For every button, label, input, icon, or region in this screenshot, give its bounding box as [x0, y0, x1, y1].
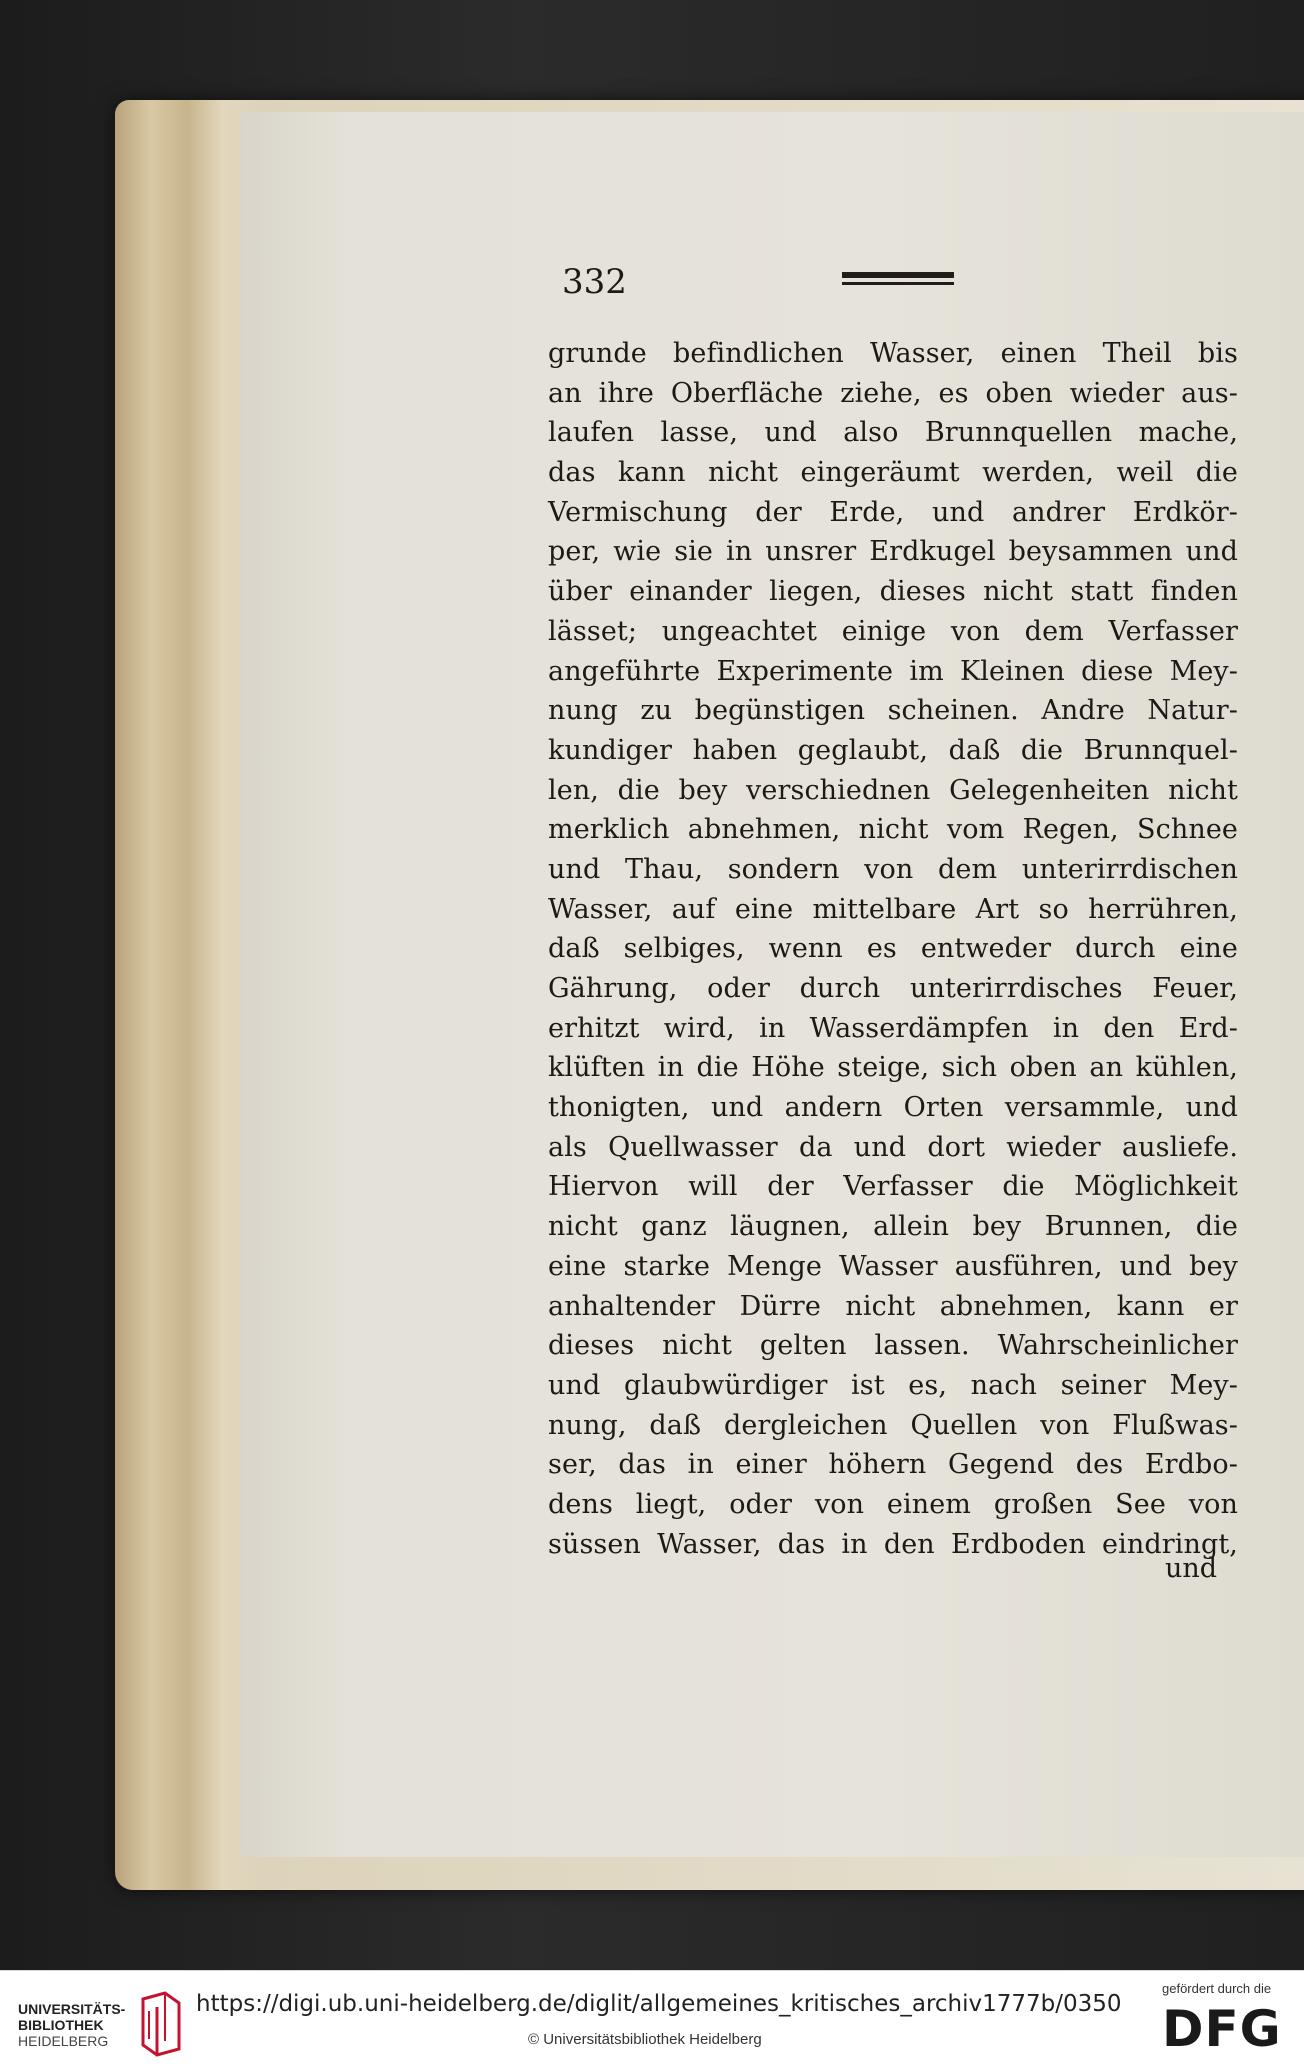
text-line: Wasser, auf eine mittelbare Art so herrühren, — [548, 893, 1238, 925]
catchword: und — [1165, 1553, 1218, 1584]
text-line: und glaubwürdiger ist es, nach seiner Mey- — [548, 1369, 1238, 1401]
text-line: angeführte Experimente im Kleinen diese Mey- — [548, 655, 1238, 687]
text-line: kundiger haben geglaubt, daß die Brunnquel- — [548, 734, 1238, 766]
text-line: daß selbiges, wenn es entweder durch eine — [548, 933, 1238, 965]
dfg-logo: DFG — [1162, 2000, 1282, 2058]
text-line: klüften in die Höhe steige, sich oben an kühlen, — [548, 1052, 1238, 1084]
text-line: lässet; ungeachtet einige von dem Verfasser — [548, 615, 1238, 647]
library-name — [18, 2001, 138, 2049]
text-line: Gährung, oder durch unterirrdisches Feuer, — [548, 973, 1238, 1004]
library-logo-icon — [135, 1989, 185, 2057]
text-line: ser, das in einer höhern Gegend des Erdbo- — [548, 1449, 1238, 1481]
text-line: per, wie sie in unsrer Erdkugel beysammen und — [548, 536, 1238, 568]
text-line: an ihre Oberfläche ziehe, es oben wieder aus- — [548, 377, 1238, 409]
text-line: nung zu begünstigen scheinen. Andre Natur- — [548, 695, 1238, 727]
text-line: und Thau, sondern von dem unterirrdischen — [548, 853, 1238, 885]
text-line: erhitzt wird, in Wasserdämpfen in den Erd- — [548, 1012, 1238, 1044]
page-url-link[interactable]: https://digi.ub.uni-heidelberg.de/diglit/allgemeines_kritisches_archiv1777b/0350 — [196, 1991, 1122, 2017]
text-line: süssen Wasser, das in den Erdboden eindringt, — [548, 1528, 1238, 1560]
text-line: dieses nicht gelten lassen. Wahrscheinlicher — [548, 1330, 1238, 1362]
text-line: merklich abnehmen, nicht vom Regen, Schnee — [548, 814, 1238, 846]
body-text — [548, 334, 1238, 1564]
text-line: als Quellwasser da und dort wieder ausliefe. — [548, 1131, 1238, 1163]
library-name-line2: BIBLIOTHEK — [18, 2017, 104, 2033]
text-line: über einander liegen, dieses nicht statt finden — [548, 576, 1238, 608]
library-name-line3: HEIDELBERG — [18, 2033, 109, 2049]
library-name-line1: UNIVERSITÄTS- — [18, 2001, 126, 2017]
text-line: dens liegt, oder von einem großen See von — [548, 1488, 1238, 1520]
header-ornament — [842, 272, 954, 290]
footer-bar — [0, 1970, 1304, 2066]
text-line: len, die bey verschiednen Gelegenheiten nicht — [548, 774, 1238, 806]
text-line: laufen lasse, und also Brunnquellen mache, — [548, 417, 1238, 449]
text-line: eine starke Menge Wasser ausführen, und bey — [548, 1250, 1238, 1282]
funding-label: gefördert durch die — [1162, 1981, 1272, 1996]
text-line: das kann nicht eingeräumt werden, weil die — [548, 457, 1238, 489]
text-line: nung, daß dergleichen Quellen von Flußwas- — [548, 1409, 1238, 1441]
text-line: Vermischung der Erde, und andrer Erdkör- — [548, 496, 1238, 528]
text-line: nicht ganz läugnen, allein bey Brunnen, die — [548, 1211, 1238, 1243]
text-line: anhaltender Dürre nicht abnehmen, kann er — [548, 1290, 1238, 1322]
text-line: Hiervon will der Verfasser die Möglichkeit — [548, 1171, 1238, 1203]
text-line: grunde befindlichen Wasser, einen Theil bis — [548, 338, 1238, 369]
text-line: thonigten, und andern Orten versammle, und — [548, 1092, 1238, 1124]
page-number: 332 — [562, 262, 627, 302]
copyright-notice: © Universitätsbibliothek Heidelberg — [528, 2031, 762, 2048]
